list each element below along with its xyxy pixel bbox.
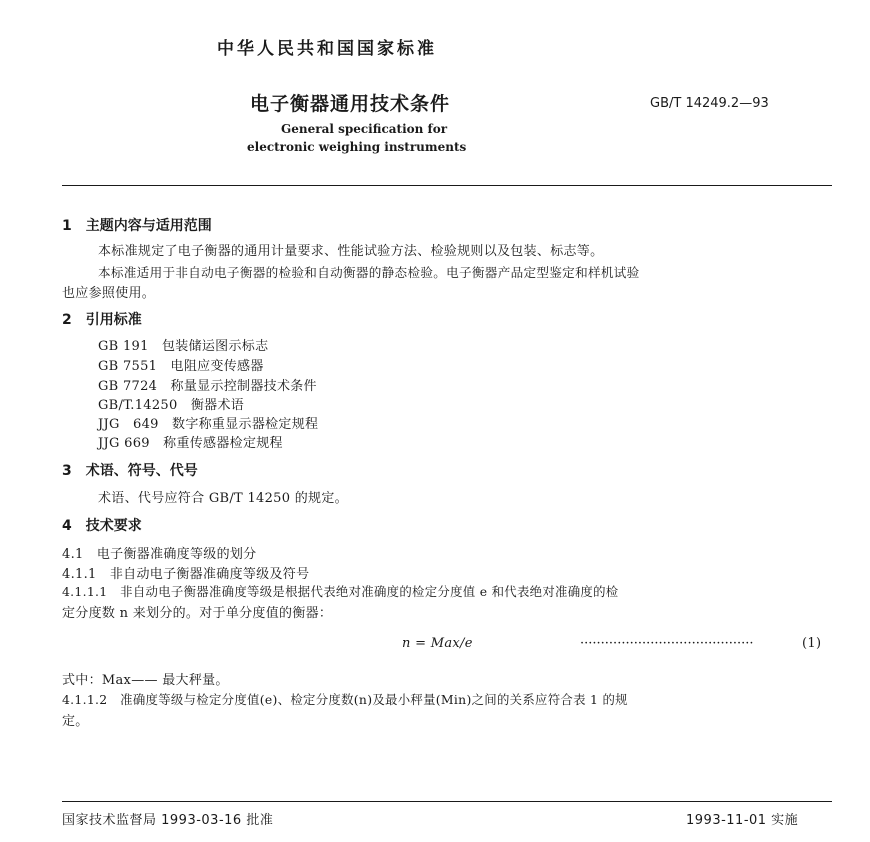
clause-4-1-1-1-line-2: 定分度数 n 来划分的。对于单分度值的衡器： (62, 606, 333, 621)
clause-4-1-1-2-line-1: 4.1.1.2 准确度等级与检定分度值(e)、检定分度数(n)及最小秤量(Min)之间的关系应符合表 1 的规 (62, 692, 628, 707)
section-1-para-2-line-1: 本标准适用于非自动电子衡器的检验和自动衡器的静态检验。电子衡器产品定型鉴定和样机试验 (98, 265, 640, 280)
issuing-body-title: 中华人民共和国国家标准 (217, 39, 437, 59)
standard-number: GB/T 14249.2—93 (650, 96, 769, 111)
clause-4-1-1-2-line-2: 定。 (62, 714, 89, 729)
reference-item: GB 7724 称量显示控制器技术条件 (98, 379, 317, 394)
document-title-en-line1: General specification for (281, 122, 448, 136)
section-1-para-1: 本标准规定了电子衡器的通用计量要求、性能试验方法、检验规则以及包装、标志等。 (98, 244, 604, 259)
reference-item: JJG 649 数字称重显示器检定规程 (98, 417, 319, 432)
formula-where-clause: 式中：Max—— 最大秤量。 (62, 673, 229, 688)
section-4-heading: 4 技术要求 (62, 518, 142, 534)
reference-item: GB 7551 电阻应变传感器 (98, 359, 264, 374)
header-rule (62, 185, 832, 186)
section-1-para-2-line-2: 也应参照使用。 (62, 286, 156, 301)
reference-item: JJG 669 称重传感器检定规程 (98, 436, 283, 451)
section-2-heading: 2 引用标准 (62, 312, 142, 328)
effective-date-line: 1993-11-01 实施 (686, 813, 799, 828)
clause-4-1-1: 4.1.1 非自动电子衡器准确度等级及符号 (62, 567, 310, 582)
formula-leader-dots: ·········································· (580, 636, 754, 651)
approval-line: 国家技术监督局 1993-03-16 批准 (62, 813, 274, 828)
document-title-cn: 电子衡器通用技术条件 (250, 93, 451, 115)
section-1-heading: 1 主题内容与适用范围 (62, 218, 212, 234)
reference-item: GB/T.14250 衡器术语 (98, 398, 245, 413)
section-3-heading: 3 术语、符号、代号 (62, 463, 198, 479)
formula: n = Max/e (402, 636, 473, 651)
reference-item: GB 191 包装储运图示标志 (98, 339, 269, 354)
footer-rule (62, 801, 832, 802)
clause-4-1-1-1-line-1: 4.1.1.1 非自动电子衡器准确度等级是根据代表绝对准确度的检定分度值 e 和代表绝对准确度的检 (62, 584, 619, 599)
clause-4-1: 4.1 电子衡器准确度等级的划分 (62, 547, 257, 562)
formula-number: (1) (802, 636, 822, 651)
document-title-en-line2: electronic weighing instruments (247, 140, 467, 154)
section-3-para-1: 术语、代号应符合 GB/T 14250 的规定。 (98, 491, 348, 506)
